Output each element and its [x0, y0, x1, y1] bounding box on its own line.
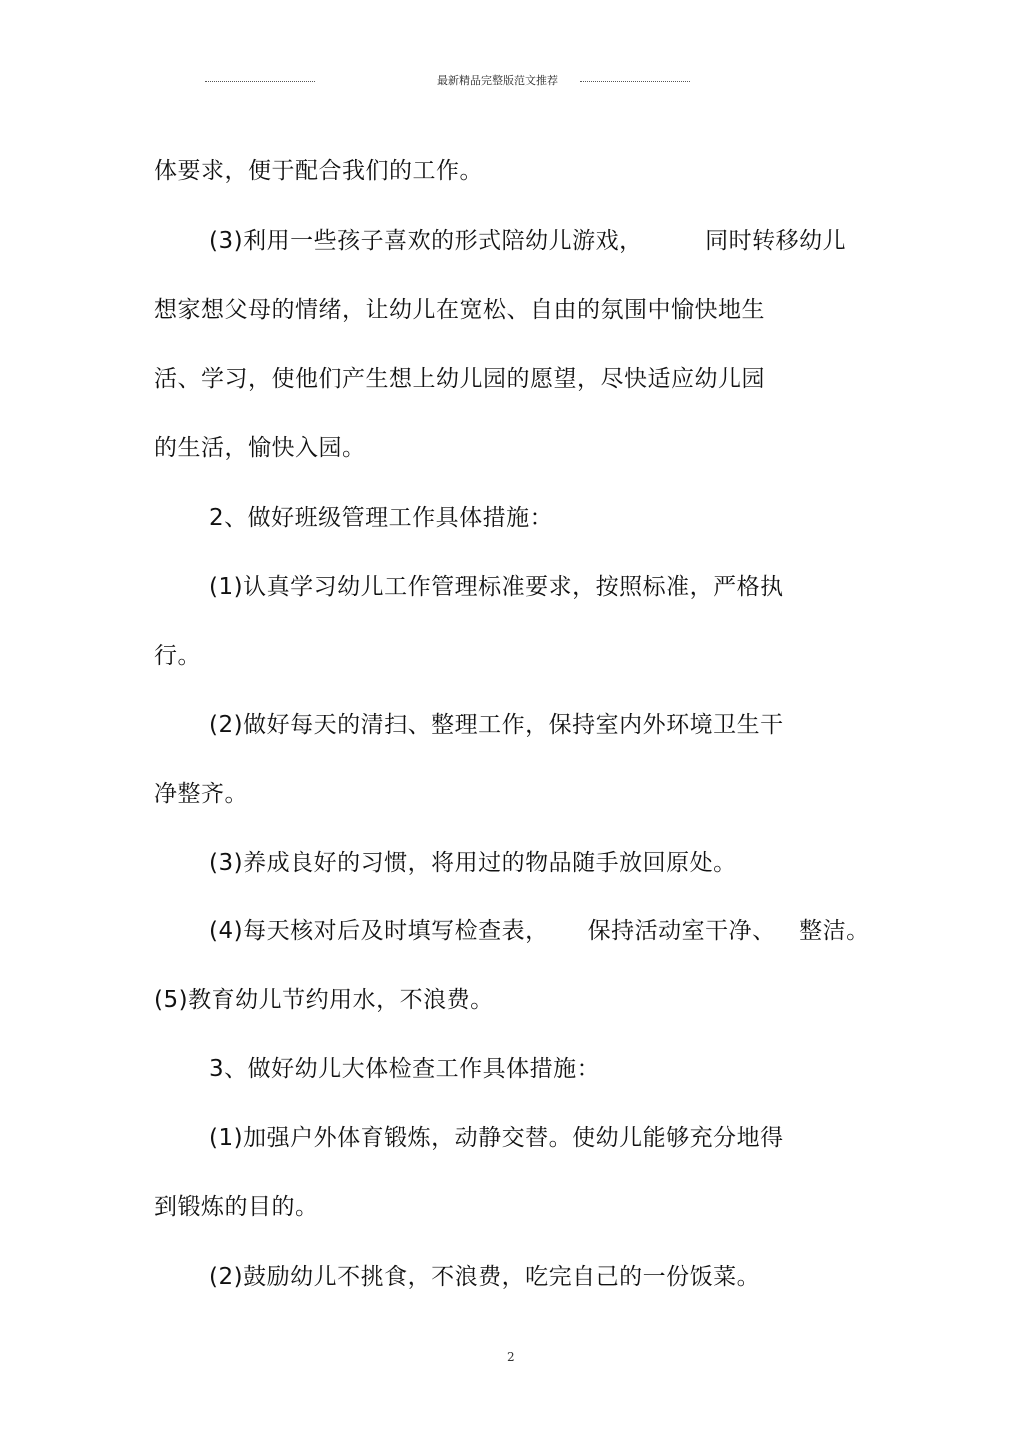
text-line: 净整齐。 — [154, 781, 248, 807]
text-line: (3)利用一些孩子喜欢的形式陪幼儿游戏， 同时转移幼儿 — [209, 228, 847, 254]
text-line: (5)教育幼儿节约用水，不浪费。 — [154, 987, 494, 1013]
header-title: 最新精品完整版范文推荐 — [437, 74, 558, 87]
page-header — [205, 73, 690, 89]
header-dotted-rule-right — [580, 81, 690, 82]
header-dotted-rule-left — [205, 81, 315, 82]
text-line: (1)认真学习幼儿工作管理标准要求，按照标准，严格执 — [209, 574, 784, 600]
text-line: 体要求，便于配合我们的工作。 — [154, 158, 483, 184]
text-line: 想家想父母的情绪，让幼儿在宽松、自由的氛围中愉快地生 — [154, 297, 765, 323]
text-line: (1)加强户外体育锻炼，动静交替。使幼儿能够充分地得 — [209, 1125, 784, 1151]
text-line: 活、学习，使他们产生想上幼儿园的愿望，尽快适应幼儿园 — [154, 366, 765, 392]
text-line: (2)做好每天的清扫、整理工作，保持室内外环境卫生干 — [209, 712, 784, 738]
text-line: 3、做好幼儿大体检查工作具体措施： — [209, 1056, 601, 1082]
text-line: 的生活，愉快入园。 — [154, 435, 366, 461]
page-number: 2 — [507, 1350, 515, 1364]
text-line: 2、做好班级管理工作具体措施： — [209, 505, 554, 531]
text-line: (2)鼓励幼儿不挑食，不浪费，吃完自己的一份饭菜。 — [209, 1264, 761, 1290]
text-line: 到锻炼的目的。 — [154, 1194, 319, 1220]
text-line: 行。 — [154, 643, 201, 669]
text-line: (4)每天核对后及时填写检查表， 保持活动室干净、 整洁。 — [209, 918, 870, 944]
text-line: (3)养成良好的习惯，将用过的物品随手放回原处。 — [209, 850, 737, 876]
